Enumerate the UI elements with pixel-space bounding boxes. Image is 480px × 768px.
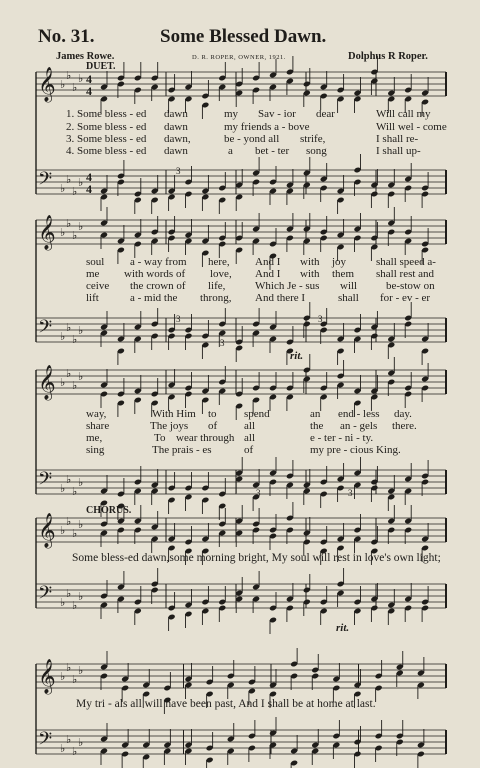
flat-sign: ♭ xyxy=(78,325,84,337)
flat-sign: ♭ xyxy=(60,597,66,609)
flat-sign: ♭ xyxy=(66,174,72,186)
flat-sign: ♭ xyxy=(60,671,66,683)
time-signature-top: 4 xyxy=(86,170,92,184)
bass-clef: 𝄢 xyxy=(38,583,53,608)
flat-sign: ♭ xyxy=(60,227,66,239)
triplet-mark: 3 xyxy=(176,314,181,324)
flat-sign: ♭ xyxy=(72,528,78,540)
flat-sign: ♭ xyxy=(66,70,72,82)
rit-mark-chorus: rit. xyxy=(336,622,350,634)
treble-clef: 𝄞 xyxy=(38,659,56,694)
flat-sign: ♭ xyxy=(60,79,66,91)
flat-sign: ♭ xyxy=(78,591,84,603)
flat-sign: ♭ xyxy=(78,519,84,531)
verse-4-line-1: 4. Some bless - ed dawn a bet - ter song I shall up- xyxy=(66,145,421,157)
triplet-mark: 3 xyxy=(176,166,181,176)
flat-sign: ♭ xyxy=(78,737,84,749)
flat-sign: ♭ xyxy=(78,665,84,677)
flat-sign: ♭ xyxy=(78,73,84,85)
verse-3-line-1: 3. Some bless - ed dawn, be - yond all strife, I shall re- xyxy=(66,133,419,145)
flat-sign: ♭ xyxy=(72,486,78,498)
time-signature-bottom: 4 xyxy=(86,84,92,98)
flat-sign: ♭ xyxy=(60,183,66,195)
flat-sign: ♭ xyxy=(66,662,72,674)
treble-clef: 𝄞 xyxy=(38,513,56,548)
flat-sign: ♭ xyxy=(66,368,72,380)
verse-1-line-2: soul a - way from here, And I with joy shall speed a- xyxy=(86,256,436,268)
bass-clef: 𝄢 xyxy=(38,729,53,754)
treble-clef: 𝄞 xyxy=(38,215,56,250)
flat-sign: ♭ xyxy=(72,186,78,198)
flat-sign: ♭ xyxy=(78,221,84,233)
hymn-number: No. 31. xyxy=(38,26,95,47)
flat-sign: ♭ xyxy=(66,322,72,334)
flat-sign: ♭ xyxy=(60,331,66,343)
triplet-mark: 3 xyxy=(318,314,323,324)
duet-mark: DUET. xyxy=(86,61,116,72)
verse-4-line-2: lift a - mid the throng, And there I shall for - ev - er xyxy=(86,292,431,304)
verse-2-line-1: 2. Some bless - ed dawn my friends a - bove Will wel - come xyxy=(66,121,447,133)
flat-sign: ♭ xyxy=(66,734,72,746)
chorus-mark: CHORUS. xyxy=(86,505,132,516)
chorus-line-2: My tri - als all will have been past, And I shall be at home at last. xyxy=(76,698,376,710)
flat-sign: ♭ xyxy=(66,474,72,486)
verse-3-line-3: me, To wear through all e - ter - ni - ty. xyxy=(86,432,374,444)
flat-sign: ♭ xyxy=(72,600,78,612)
hymn-title: Some Blessed Dawn. xyxy=(160,26,327,47)
flat-sign: ♭ xyxy=(60,483,66,495)
flat-sign: ♭ xyxy=(72,674,78,686)
verse-1-line-1: 1. Some bless - ed dawn my Sav - ior dear Will call my xyxy=(66,108,431,120)
rit-mark: rit. xyxy=(290,350,304,362)
time-signature-bottom: 4 xyxy=(86,182,92,196)
flat-sign: ♭ xyxy=(78,177,84,189)
verse-2-line-2: me with words of love, And I with them shall rest and xyxy=(86,268,435,280)
flat-sign: ♭ xyxy=(72,230,78,242)
flat-sign: ♭ xyxy=(78,477,84,489)
verse-1-line-3: way, With Him to spend an end - less day. xyxy=(86,408,412,420)
treble-clef: 𝄞 xyxy=(38,365,56,400)
flat-sign: ♭ xyxy=(72,746,78,758)
treble-clef: 𝄞 xyxy=(38,67,56,102)
flat-sign: ♭ xyxy=(60,743,66,755)
flat-sign: ♭ xyxy=(60,377,66,389)
flat-sign: ♭ xyxy=(66,588,72,600)
bass-clef: 𝄢 xyxy=(38,169,53,194)
lyricist-credit: James Rowe. xyxy=(56,51,115,62)
flat-sign: ♭ xyxy=(66,516,72,528)
triplet-mark: 3 xyxy=(220,338,225,348)
flat-sign: ♭ xyxy=(60,525,66,537)
flat-sign: ♭ xyxy=(72,82,78,94)
composer-credit: Dolphus R Roper. xyxy=(348,51,428,62)
flat-sign: ♭ xyxy=(78,371,84,383)
verse-2-line-3: share The joys of all the an - gels there. xyxy=(86,420,417,432)
flat-sign: ♭ xyxy=(72,334,78,346)
time-signature-top: 4 xyxy=(86,72,92,86)
verse-4-line-3: sing The prais - es of my pre - cious King. xyxy=(86,444,401,456)
flat-sign: ♭ xyxy=(66,218,72,230)
flat-sign: ♭ xyxy=(72,380,78,392)
bass-clef: 𝄢 xyxy=(38,469,53,494)
bass-clef: 𝄢 xyxy=(38,317,53,342)
chorus-line-1: Some bless-ed dawn,some morning bright, My soul will rest in love's own light; xyxy=(72,552,441,564)
triplet-mark: 3 xyxy=(348,488,353,498)
owner-credit: D. R. ROPER, OWNER, 1921. xyxy=(192,54,286,61)
triplet-mark: 3 xyxy=(256,488,261,498)
verse-3-line-2: ceive the crown of life, Which Je - sus will be-stow on xyxy=(86,280,435,292)
